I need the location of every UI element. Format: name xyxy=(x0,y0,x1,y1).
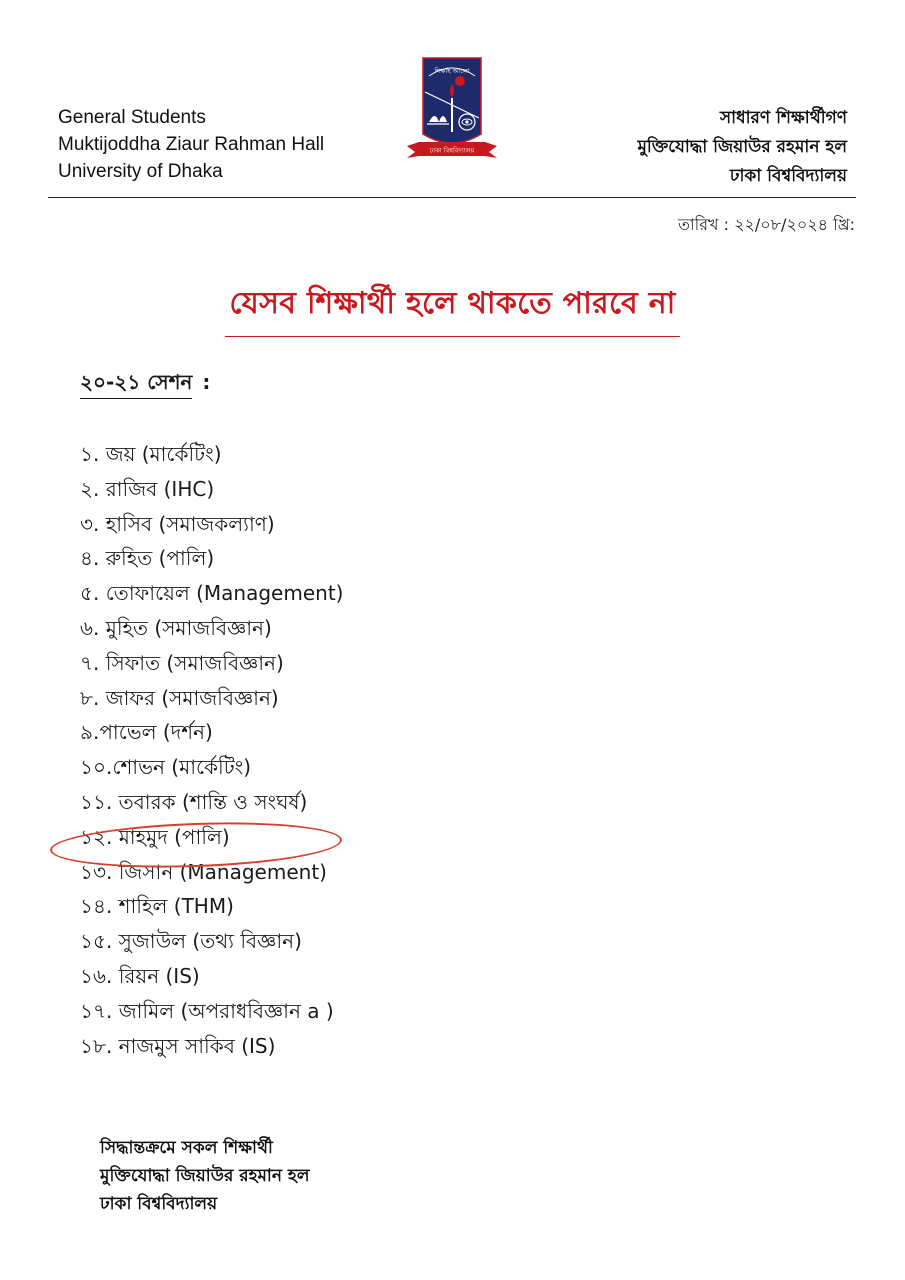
student-list xyxy=(80,437,343,1063)
header-right-line-3: ঢাকা বিশ্ববিদ্যালয় xyxy=(729,166,847,186)
list-item: ৯.পাভেল (দর্শন) xyxy=(80,720,213,745)
header-left-line-2: Muktijoddha Ziaur Rahman Hall xyxy=(58,134,325,155)
header-left-line-1: General Students xyxy=(58,107,206,128)
session-colon: : xyxy=(202,370,211,394)
list-item: ১৫. সুজাউল (তথ্য বিজ্ঞান) xyxy=(80,929,302,954)
footer-line-2: মুক্তিযোদ্ধা জিয়াউর রহমান হল xyxy=(100,1166,310,1186)
header-right-line-2: মুক্তিযোদ্ধা জিয়াউর রহমান হল xyxy=(637,137,847,157)
list-item: ৫. তোফায়েল (Management) xyxy=(80,581,344,606)
list-item: ৭. সিফাত (সমাজবিজ্ঞান) xyxy=(80,650,284,675)
notice-date: তারিখ : ২২/০৮/২০২৪ খ্রি: xyxy=(677,215,855,234)
logo-ribbon-text: ঢাকা বিশ্ববিদ্যালয় xyxy=(429,146,475,155)
list-item: ২. রাজিব (IHC) xyxy=(80,476,215,501)
signature-block xyxy=(100,1134,310,1218)
logo-arc-text: শিক্ষাই আলো xyxy=(434,67,470,75)
list-item: ১২. মাহমুদ (পালি) xyxy=(80,824,230,849)
session-heading xyxy=(80,368,210,401)
session-label: ২০-২১ সেশন xyxy=(80,370,192,399)
header-divider xyxy=(48,197,856,198)
notice-title-wrap xyxy=(0,279,905,337)
list-item: ১৮. নাজমুস সাকিব (IS) xyxy=(80,1033,276,1058)
header-left xyxy=(58,104,324,185)
list-item: ৬. মুহিত (সমাজবিজ্ঞান) xyxy=(80,615,272,640)
university-logo xyxy=(405,56,499,168)
list-item: ১১. তবারক (শান্তি ও সংঘর্ষ) xyxy=(80,789,308,814)
list-item: ১৬. রিয়ন (IS) xyxy=(80,963,200,988)
footer-line-3: ঢাকা বিশ্ববিদ্যালয় xyxy=(100,1194,218,1214)
list-item: ১৩. জিসান (Management) xyxy=(80,859,327,884)
list-item: ১. জয় (মার্কেটিং) xyxy=(80,442,222,466)
notice-title: যেসব শিক্ষার্থী হলে থাকতে পারবে না xyxy=(225,279,679,337)
list-item: ৩. হাসিব (সমাজকল্যাণ) xyxy=(80,511,275,536)
list-item: ১০.শোভন (মার্কেটিং) xyxy=(80,755,252,780)
list-item: ৪. রুহিত (পালি) xyxy=(80,546,215,571)
list-item: ৮. জাফর (সমাজবিজ্ঞান) xyxy=(80,685,279,710)
list-item: ১৪. শাহিল (THM) xyxy=(80,894,234,919)
header-right xyxy=(637,104,847,191)
list-item: ১৭. জামিল (অপরাধবিজ্ঞান a ) xyxy=(80,998,334,1023)
header-left-line-3: University of Dhaka xyxy=(58,161,223,182)
header-right-line-1: সাধারণ শিক্ষার্থীগণ xyxy=(719,108,847,128)
footer-line-1: সিদ্ধান্তক্রমে সকল শিক্ষার্থী xyxy=(100,1138,273,1158)
